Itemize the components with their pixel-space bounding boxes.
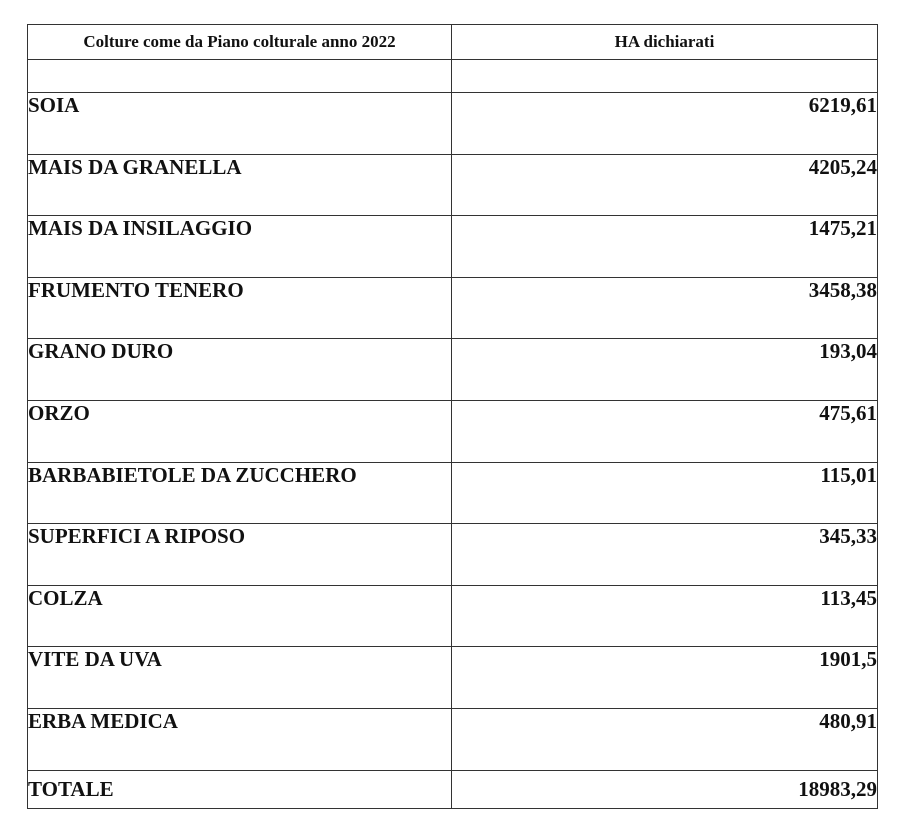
crop-name-cell: ORZO	[28, 400, 452, 462]
table-row	[28, 524, 878, 586]
table-header	[28, 25, 878, 60]
hectares-cell: 115,01	[452, 462, 878, 524]
hectares-cell: 345,33	[452, 524, 878, 586]
crop-name-cell: MAIS DA INSILAGGIO	[28, 216, 452, 278]
crop-name-cell: SOIA	[28, 93, 452, 155]
hectares-cell: 4205,24	[452, 154, 878, 216]
hectares-cell: 113,45	[452, 585, 878, 647]
crop-name-cell: FRUMENTO TENERO	[28, 277, 452, 339]
hectares-cell: 1475,21	[452, 216, 878, 278]
hectares-column-header: HA dichiarati	[452, 25, 878, 60]
table-row	[28, 647, 878, 709]
table-row	[28, 585, 878, 647]
empty-cell	[28, 60, 452, 93]
table-body	[28, 60, 878, 809]
table-row	[28, 216, 878, 278]
crops-table	[27, 24, 878, 809]
table-row	[28, 154, 878, 216]
hectares-cell: 193,04	[452, 339, 878, 401]
header-row	[28, 25, 878, 60]
crop-name-cell: VITE DA UVA	[28, 647, 452, 709]
crop-column-header: Colture come da Piano colturale anno 2022	[28, 25, 452, 60]
hectares-cell: 1901,5	[452, 647, 878, 709]
total-hectares: 18983,29	[452, 770, 878, 808]
empty-cell	[452, 60, 878, 93]
empty-row	[28, 60, 878, 93]
hectares-cell: 475,61	[452, 400, 878, 462]
table-row	[28, 339, 878, 401]
hectares-cell: 480,91	[452, 708, 878, 770]
hectares-cell: 3458,38	[452, 277, 878, 339]
crop-name-cell: SUPERFICI A RIPOSO	[28, 524, 452, 586]
hectares-cell: 6219,61	[452, 93, 878, 155]
table-row	[28, 277, 878, 339]
table-row	[28, 708, 878, 770]
crop-name-cell: BARBABIETOLE DA ZUCCHERO	[28, 462, 452, 524]
table-row	[28, 93, 878, 155]
total-row	[28, 770, 878, 808]
crop-name-cell: ERBA MEDICA	[28, 708, 452, 770]
crop-name-cell: COLZA	[28, 585, 452, 647]
crop-name-cell: MAIS DA GRANELLA	[28, 154, 452, 216]
table-row	[28, 400, 878, 462]
total-label: TOTALE	[28, 770, 452, 808]
table-row	[28, 462, 878, 524]
crop-name-cell: GRANO DURO	[28, 339, 452, 401]
